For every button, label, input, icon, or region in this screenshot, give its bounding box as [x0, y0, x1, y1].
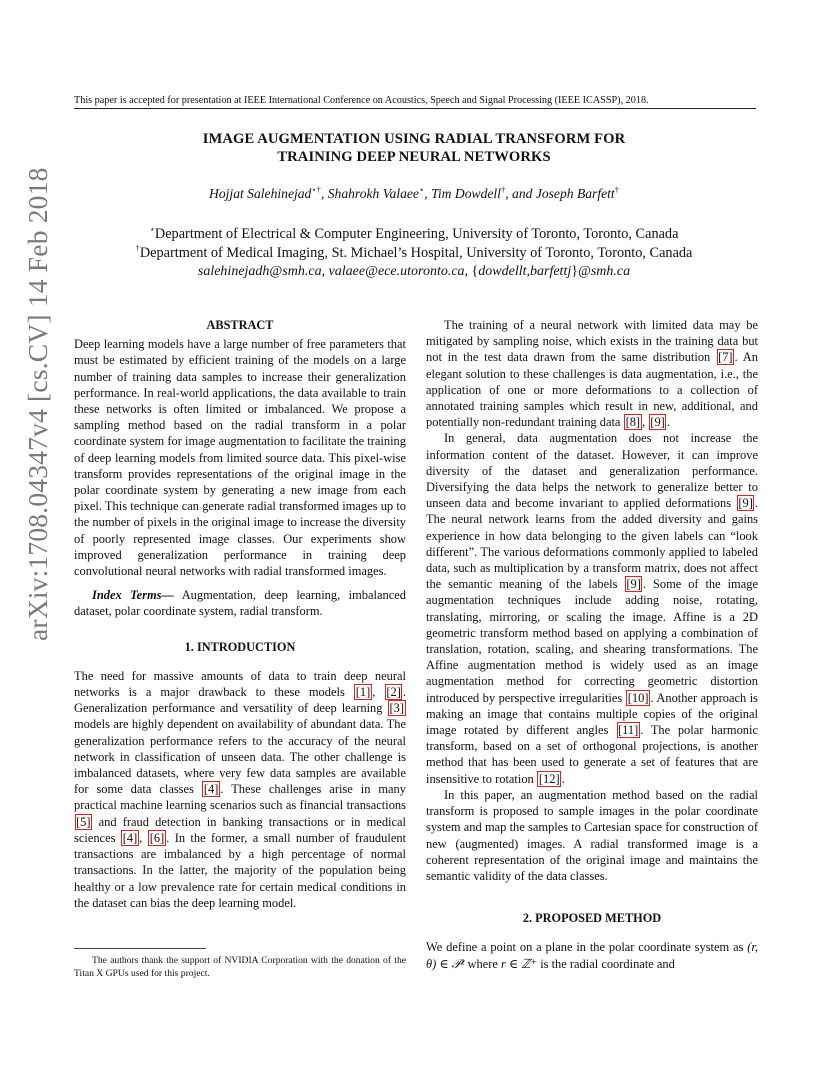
math-expression: r ∈ ℤ⁺ — [500, 956, 538, 971]
index-terms — [74, 587, 406, 619]
citation-link[interactable] — [624, 415, 643, 429]
author-mark: † — [500, 184, 506, 195]
affiliation-1 — [60, 226, 768, 243]
affiliation-2 — [60, 245, 768, 262]
citation[interactable]: [11] — [618, 723, 639, 738]
body-text: where — [464, 956, 501, 971]
header-rule — [74, 108, 756, 109]
citation[interactable]: [4] — [203, 782, 219, 797]
body-text: . Some of the image augmentation techniques include adding noise, rotating, translating, mirroring, or scaling the image. Affine is a 2D geometric transform method based on applying a combination of translation, rotation, scaling, and shearing transformations. The Affine augmentation method is widely used as an image augmentation method for correcting geometric distortion introduced by perspective irregularities — [426, 577, 758, 705]
title-line-1: IMAGE AUGMENTATION USING RADIAL TRANSFORM FOR — [202, 131, 626, 147]
method-heading: 2. PROPOSED METHOD — [522, 911, 662, 926]
citation-link[interactable] — [121, 831, 140, 845]
citation-link[interactable] — [616, 723, 640, 737]
footnote: The authors thank the support of NVIDIA Corporation with the donation of the Titan X GPUs used for this project. — [74, 955, 406, 979]
affiliation-mark: † — [135, 243, 140, 254]
body-text: . — [561, 771, 565, 786]
citation-link[interactable] — [74, 815, 93, 829]
author-separator: , — [320, 186, 328, 201]
body-text: models are highly dependent on availability of abundant data. The generalization performance refers to the accuracy of the neural network in classification of unseen data. The other challenge is imbalanced datasets, where very few data samples are available for some data classes — [74, 717, 406, 797]
citation[interactable]: [5] — [76, 814, 91, 829]
paper-title — [74, 130, 754, 166]
citation-link[interactable] — [384, 685, 403, 699]
body-text: . — [666, 415, 670, 430]
author-mark: ⋆ — [418, 184, 425, 195]
index-terms-label: Index Terms— — [92, 588, 174, 603]
citation-link[interactable] — [626, 691, 651, 705]
body-text: . The neural network learns from the added diversity and gains experience in how data belonging to the given labels can “look different”. The various deformations commonly applied to labeled data, such as multiplication by a transform matrix, does not affect the semantic meaning of the labels — [426, 496, 758, 592]
body-text: , — [139, 830, 148, 845]
intro-paragraph — [74, 668, 406, 911]
brace-open: { — [471, 264, 479, 279]
author-list — [74, 186, 754, 202]
author-mark: ⋆† — [311, 184, 321, 195]
citation-link[interactable] — [387, 701, 406, 715]
method-paragraph — [426, 939, 758, 971]
citation[interactable]: [4] — [122, 830, 138, 845]
author-name: Hojjat Salehinejad — [209, 186, 312, 201]
body-text: . Another approach is making an image that contains multiple copies of the original image rotated by different angles — [426, 690, 758, 738]
citation-link[interactable] — [624, 577, 643, 591]
citation[interactable]: [9] — [738, 496, 753, 511]
email-text: salehinejadh@smh.ca, valaee@ece.utoronto.ca, — [197, 264, 472, 279]
citation-link[interactable] — [736, 496, 755, 510]
email-line — [60, 264, 768, 280]
affiliation-text: Department of Medical Imaging, St. Michael’s Hospital, University of Toronto, Toronto, Canada — [139, 245, 693, 261]
citation[interactable]: [9] — [626, 577, 641, 592]
author-separator: , — [424, 186, 432, 201]
citation[interactable]: [8] — [625, 415, 641, 430]
body-text: We define a point on a plane in the polar coordinate system as — [426, 940, 748, 955]
author-name: Joseph Barfett — [535, 186, 615, 201]
footnote-rule — [74, 948, 206, 949]
body-text: The training of a neural network with limited data may be mitigated by sampling noise, which exists in the training data but not in the test data drawn from the same distribution — [426, 318, 758, 365]
author-mark: † — [614, 184, 619, 195]
citation-link[interactable] — [648, 415, 667, 429]
title-line-2: TRAINING DEEP NEURAL NETWORKS — [277, 149, 551, 165]
author-name: Tim Dowdell — [431, 186, 501, 201]
index-terms-text: Augmentation, deep learning, imbalanced dataset, polar coordinate system, radial transform. — [74, 588, 406, 619]
body-text: . Generalization performance and versatility of deep learning — [74, 685, 407, 716]
body-text: In general, data augmentation does not increase the information content of the dataset. However, it can improve diversity of the dataset and generalization performance. Diversifying the data helps the network to generalize better to unseen data and become invariant to applied deformations — [426, 431, 758, 511]
citation[interactable]: [1] — [355, 685, 371, 700]
citation[interactable]: [3] — [389, 701, 404, 716]
abstract-text: Deep learning models have a large number of free parameters that must be estimated by efficient training of the models on a large number of training data samples to increase their generalization performance. In real-world applications, the data available to train these networks is often limited or imbalanced. We propose a sampling method based on the radial transform in a polar coordinate system for image augmentation to facilitate the training of deep learning models from limited source data. This pixel-wise transform provides representations of the original image in the polar coordinate system by generating a new image from each pixel. This technique can generate radial transformed images up to the number of pixels in the original image to increase the diversity of poorly represented image classes. Our experiments show improved generalization performance in training deep convolutional neural networks with radial transformed images. — [74, 337, 406, 579]
math-expression: (r, θ) ∈ 𝒫² — [426, 940, 758, 971]
body-text: . The polar harmonic transform, based on a set of orthogonal projections, is another method that has been used to generate a set of features that are insensitive to rotation — [426, 723, 758, 786]
body-paragraph — [426, 430, 758, 786]
body-text: . These challenges arise in many practical machine learning scenarios such as financial transactions — [74, 782, 406, 813]
body-text: The need for massive amounts of data to train deep neural networks is a major drawback to these models — [74, 668, 406, 700]
body-text: and fraud detection in banking transactions or in medical sciences — [74, 814, 406, 845]
body-text: , — [642, 415, 649, 430]
affiliation-text: Department of Electrical & Computer Engineering, University of Toronto, Toronto, Canada — [154, 226, 679, 242]
introduction-heading: 1. INTRODUCTION — [184, 639, 296, 654]
body-paragraph: In this paper, an augmentation method based on the radial transform is proposed to sample images in the polar coordinate system and map the samples to Cartesian space for construction of new (augmented) images. A radial transformed image is a coherent representation of the original image and maintains the semantic validity of the data classes. — [426, 787, 758, 883]
citation-link[interactable] — [202, 782, 221, 796]
email-text: dowdellt,barfettj — [478, 264, 572, 279]
citation-link[interactable] — [148, 831, 167, 845]
brace-close: } — [571, 264, 578, 279]
author-name: Shahrokh Valaee — [327, 186, 419, 201]
body-paragraph — [426, 317, 758, 430]
citation-link[interactable] — [354, 685, 373, 699]
citation[interactable]: [6] — [149, 830, 165, 845]
arxiv-stamp: arXiv:1708.04347v4 [cs.CV] 14 Feb 2018 — [22, 167, 53, 641]
abstract-heading: ABSTRACT — [206, 318, 274, 332]
conference-note: This paper is accepted for presentation at IEEE International Conference on Acoustics, Speech and Signal Processing (IEEE ICASSP), 2018. — [74, 95, 649, 106]
left-column — [74, 317, 406, 911]
email-text: @smh.ca — [577, 264, 631, 279]
body-text: , — [372, 685, 385, 700]
right-column — [426, 317, 758, 972]
body-text: . In the former, a small number of fraudulent transactions are imbalanced by a high percentage of normal transactions. In the latter, the majority of the population being healthy or a low prevalence rate for certain medical conditions in the dataset can bias the deep learning model. — [74, 830, 407, 910]
affiliation-mark: ⋆ — [149, 224, 155, 235]
body-text: is the radial coordinate and — [537, 956, 675, 971]
citation[interactable]: [9] — [650, 415, 665, 430]
citation[interactable]: [10] — [627, 690, 649, 705]
citation-link[interactable] — [716, 350, 735, 364]
citation[interactable]: [2] — [386, 685, 401, 700]
author-separator: , and — [505, 186, 536, 201]
citation[interactable]: [12] — [538, 771, 560, 786]
citation-link[interactable] — [537, 772, 562, 786]
body-text: . An elegant solution to these challenges is data augmentation, i.e., the application of one or more deformations to a collection of annotated training samples which result in new, additional, and potentially non-redundant training data — [426, 350, 758, 430]
citation[interactable]: [7] — [718, 350, 733, 365]
